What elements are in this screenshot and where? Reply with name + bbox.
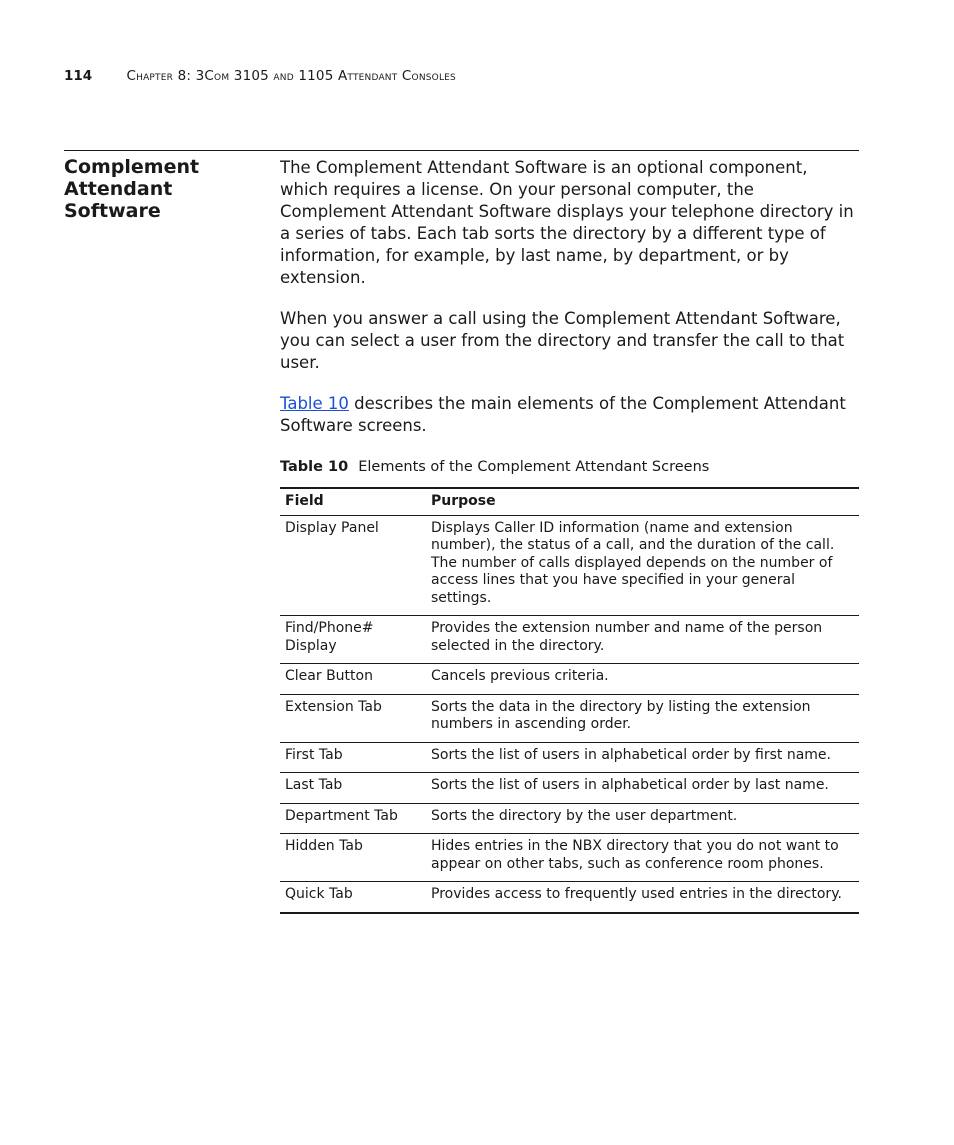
table-row — [280, 882, 859, 913]
field-cell: First Tab — [280, 742, 426, 773]
purpose-cell: Displays Caller ID information (name and extension number), the status of a call, and the duration of the call. The number of calls displayed depends on the number of access lines that you have specified in your general settings. — [426, 515, 859, 616]
purpose-cell: Provides access to frequently used entries in the directory. — [426, 882, 859, 913]
field-cell: Clear Button — [280, 664, 426, 695]
section-heading: Complement Attendant Software — [64, 156, 200, 222]
table-10-link[interactable]: Table 10 — [280, 394, 349, 413]
table-row — [280, 515, 859, 616]
table-caption-text: Elements of the Complement Attendant Screens — [358, 459, 710, 475]
table-row — [280, 742, 859, 773]
field-cell: Department Tab — [280, 803, 426, 834]
page-header — [64, 68, 456, 84]
field-cell: Extension Tab — [280, 694, 426, 742]
section-divider — [64, 150, 859, 151]
field-cell: Hidden Tab — [280, 834, 426, 882]
table-row — [280, 616, 859, 664]
table-row — [280, 664, 859, 695]
table-caption-label: Table 10 — [280, 459, 349, 475]
chapter-title: Chapter 8: 3Com 3105 and 1105 Attendant Consoles — [126, 68, 456, 84]
section-body — [280, 157, 860, 914]
table-row — [280, 694, 859, 742]
table-row — [280, 803, 859, 834]
purpose-cell: Sorts the data in the directory by listing the extension numbers in ascending order. — [426, 694, 859, 742]
paragraph-transfer: When you answer a call using the Complement Attendant Software, you can select a user from the directory and transfer the call to that user. — [280, 309, 845, 372]
page-number: 114 — [64, 68, 93, 84]
paragraph-table-ref — [280, 393, 860, 437]
table-ref-text: describes the main elements of the Complement Attendant Software screens. — [280, 394, 846, 435]
purpose-cell: Sorts the list of users in alphabetical order by last name. — [426, 773, 859, 804]
column-header-field: Field — [280, 488, 426, 515]
purpose-cell: Sorts the list of users in alphabetical order by first name. — [426, 742, 859, 773]
purpose-cell: Cancels previous criteria. — [426, 664, 859, 695]
table-row — [280, 834, 859, 882]
field-cell: Quick Tab — [280, 882, 426, 913]
table-caption — [280, 456, 860, 478]
purpose-cell: Provides the extension number and name of the person selected in the directory. — [426, 616, 859, 664]
paragraph-intro: The Complement Attendant Software is an optional component, which requires a license. On your personal computer, the Complement Attendant Software displays your telephone directory in a series of tabs. Each tab sorts the directory by a different type of information, for example, by last name, by department, or by extension. — [280, 158, 854, 287]
table-row — [280, 773, 859, 804]
purpose-cell: Sorts the directory by the user department. — [426, 803, 859, 834]
purpose-cell: Hides entries in the NBX directory that you do not want to appear on other tabs, such as conference room phones. — [426, 834, 859, 882]
field-cell: Last Tab — [280, 773, 426, 804]
table-header-row — [280, 488, 859, 515]
column-header-purpose: Purpose — [426, 488, 859, 515]
elements-table — [280, 487, 859, 914]
field-cell: Display Panel — [280, 515, 426, 616]
field-cell: Find/Phone# Display — [280, 616, 426, 664]
